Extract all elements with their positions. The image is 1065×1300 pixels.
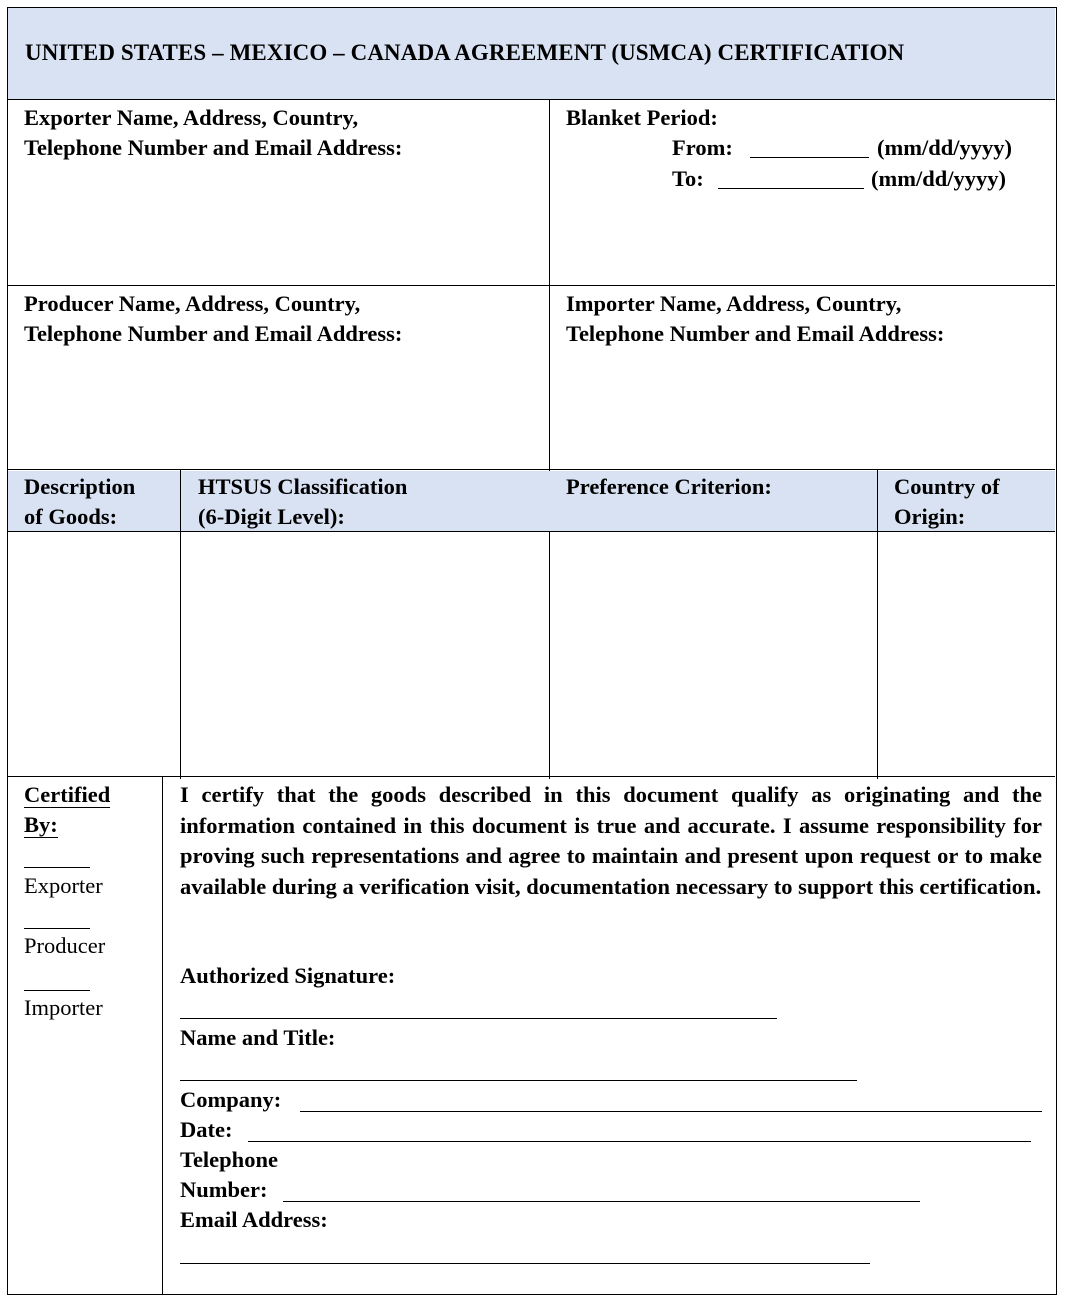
importer-cell[interactable]: [551, 287, 1055, 469]
blanket-from-label: From:: [672, 135, 733, 160]
name-title-input[interactable]: [180, 1080, 857, 1081]
blanket-to-input[interactable]: [718, 188, 864, 189]
certified-option-producer: Producer: [24, 933, 106, 958]
authorized-signature-label: Authorized Signature:: [180, 963, 396, 988]
goods-country-cell[interactable]: [879, 533, 1055, 776]
company-label: Company:: [180, 1087, 282, 1112]
producer-label-line1: Producer Name, Address, Country,: [24, 291, 361, 316]
certified-by-cell: [8, 778, 162, 1294]
divider: [549, 99, 550, 779]
company-input[interactable]: [300, 1111, 1042, 1112]
email-input[interactable]: [180, 1263, 870, 1264]
telephone-label-l1: Telephone: [180, 1147, 278, 1172]
importer-label-line1: Importer Name, Address, Country,: [566, 291, 902, 316]
blanket-period-cell: [551, 100, 1055, 285]
col-country-l1: Country of: [894, 474, 1000, 499]
exporter-label-line2: Telephone Number and Email Address:: [24, 135, 403, 160]
divider: [8, 531, 1055, 532]
divider: [8, 285, 1055, 286]
goods-description-cell[interactable]: [8, 533, 180, 776]
divider: [180, 469, 181, 779]
date-input[interactable]: [248, 1141, 1031, 1142]
col-htsus-l2: (6-Digit Level):: [198, 504, 345, 529]
divider: [162, 776, 163, 1294]
exporter-cell[interactable]: [8, 100, 549, 285]
form-title: UNITED STATES – MEXICO – CANADA AGREEMENT (USMCA) CERTIFICATION: [25, 40, 905, 65]
blanket-from-format: (mm/dd/yyyy): [877, 135, 1012, 160]
importer-check-line[interactable]: [24, 990, 90, 991]
certified-by-label-l2: By:: [24, 812, 58, 837]
blanket-period-label: Blanket Period:: [566, 105, 718, 130]
col-htsus-l1: HTSUS Classification: [198, 474, 408, 499]
col-description-l1: Description: [24, 474, 136, 499]
divider: [8, 776, 1055, 777]
divider: [8, 469, 1055, 470]
date-label: Date:: [180, 1117, 233, 1142]
col-country-l2: Origin:: [894, 504, 966, 529]
exporter-label-line1: Exporter Name, Address, Country,: [24, 105, 359, 130]
blanket-from-input[interactable]: [750, 157, 869, 158]
producer-cell[interactable]: [8, 287, 549, 469]
goods-preference-cell[interactable]: [551, 533, 877, 776]
name-title-label: Name and Title:: [180, 1025, 336, 1050]
telephone-input[interactable]: [283, 1201, 920, 1202]
certified-option-importer: Importer: [24, 995, 103, 1020]
email-label: Email Address:: [180, 1207, 328, 1232]
telephone-label-l2: Number:: [180, 1177, 268, 1202]
certification-statement: I certify that the goods described in this document qualify as originating and the information contained in this document is true and accurate. I assume responsibility for proving such representations and agree to maintain and present upon request or to make available during a verification visit, documentation necessary to support this certification.: [180, 782, 1042, 899]
divider: [877, 469, 878, 779]
blanket-to-label: To:: [672, 166, 704, 191]
importer-label-line2: Telephone Number and Email Address:: [566, 321, 945, 346]
col-description-l2: of Goods:: [24, 504, 118, 529]
col-preference: Preference Criterion:: [566, 474, 772, 499]
usmca-certification-form: [7, 7, 1057, 1295]
producer-check-line[interactable]: [24, 928, 90, 929]
goods-htsus-cell[interactable]: [182, 533, 549, 776]
authorized-signature-input[interactable]: [180, 1018, 777, 1019]
exporter-check-line[interactable]: [24, 867, 90, 868]
certified-option-exporter: Exporter: [24, 873, 103, 898]
form-header: [8, 8, 1055, 99]
certification-cell: [164, 778, 1055, 1294]
certified-by-label-l1: Certified: [24, 782, 111, 807]
blanket-to-format: (mm/dd/yyyy): [871, 166, 1006, 191]
producer-label-line2: Telephone Number and Email Address:: [24, 321, 403, 346]
